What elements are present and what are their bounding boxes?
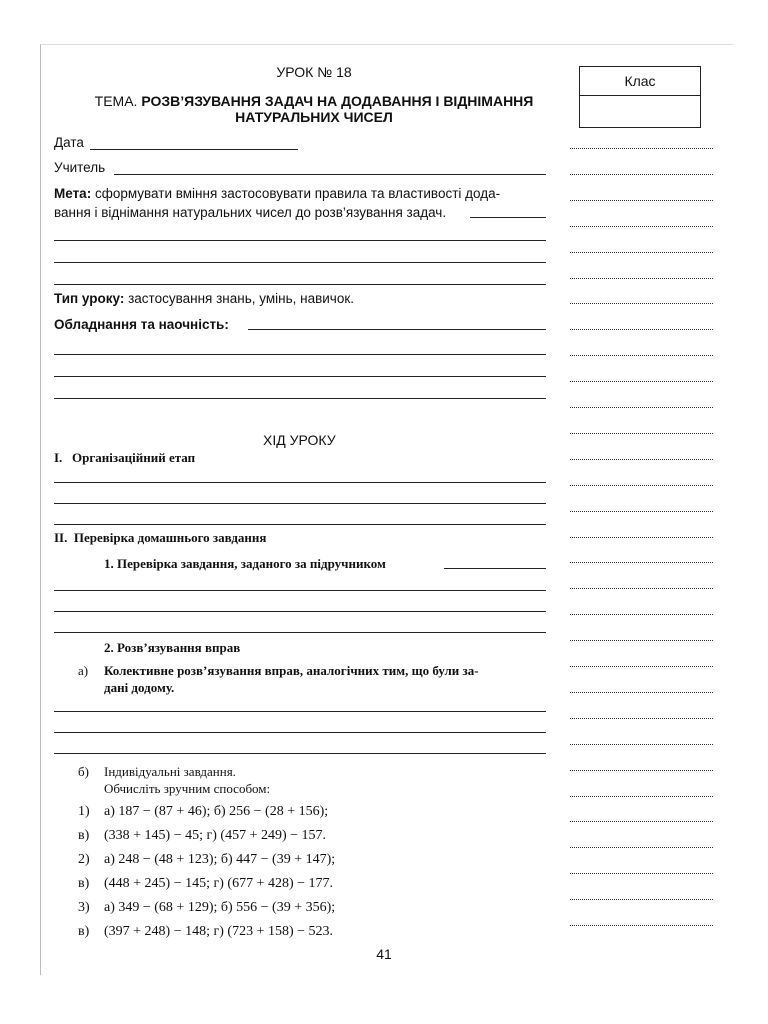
class-box-label: Клас (580, 67, 700, 96)
section-2-title: ІІ. Перевірка домашнього завдання (54, 530, 267, 545)
note-dotted-line[interactable] (570, 744, 713, 745)
teacher-label: Учитель (54, 160, 106, 175)
item-b-line2: Обчисліть зручним способом: (104, 781, 271, 796)
subsection-1-line[interactable] (54, 590, 546, 591)
exercise-expression: а) 349 − (68 + 129); б) 556 − (39 + 356); (104, 900, 336, 915)
exercise-expression: (397 + 248) − 148; г) (723 + 158) − 523. (104, 924, 334, 939)
exercise-marker: 2) (78, 852, 90, 867)
section-1-title: І. Організаційний етап (54, 450, 196, 465)
exercise-marker: 3) (78, 900, 90, 915)
exercise-expression: а) 248 − (48 + 123); б) 447 − (39 + 147); (104, 852, 336, 867)
note-dotted-line[interactable] (570, 847, 713, 848)
note-dotted-line[interactable] (570, 770, 713, 771)
exercise-marker: в) (78, 828, 90, 843)
note-dotted-line[interactable] (570, 174, 713, 175)
lesson-heading: ХІД УРОКУ (263, 432, 336, 448)
subsection-1-line[interactable] (54, 611, 546, 612)
goal-blank-line[interactable] (54, 262, 546, 263)
equipment-blank-line[interactable] (54, 354, 546, 355)
note-dotted-line[interactable] (570, 873, 713, 874)
note-dotted-line[interactable] (570, 433, 713, 434)
teacher-line[interactable] (114, 174, 546, 175)
note-dotted-line[interactable] (570, 692, 713, 693)
item-b-marker: б) (78, 764, 89, 779)
item-a-line[interactable] (54, 753, 546, 754)
date-label: Дата (54, 135, 84, 150)
exercise-expression: (448 + 245) − 145; г) (677 + 428) − 177. (104, 876, 334, 891)
note-dotted-line[interactable] (570, 148, 713, 149)
goal-line2: вання і віднімання натуральних чисел до розв’язування задач. (54, 205, 447, 220)
note-dotted-line[interactable] (570, 459, 713, 460)
note-dotted-line[interactable] (570, 640, 713, 641)
exercise-marker: в) (78, 876, 90, 891)
goal-line1: сформувати вміння застосовувати правила та властивості дода- (94, 186, 501, 201)
note-dotted-line[interactable] (570, 588, 713, 589)
type-value: застосування знань, умінь, навичок. (128, 291, 354, 306)
theme-prefix: ТЕМА. (94, 93, 138, 109)
note-dotted-line[interactable] (570, 562, 713, 563)
exercise-expression: (338 + 145) − 45; г) (457 + 249) − 157. (104, 828, 327, 843)
equipment-line[interactable] (248, 329, 546, 330)
note-dotted-line[interactable] (570, 381, 713, 382)
note-dotted-line[interactable] (570, 718, 713, 719)
note-dotted-line[interactable] (570, 485, 713, 486)
note-dotted-line[interactable] (570, 407, 713, 408)
note-dotted-line[interactable] (570, 899, 713, 900)
note-dotted-line[interactable] (570, 925, 713, 926)
exercise-marker: 1) (78, 804, 90, 819)
lesson-type (54, 291, 354, 306)
note-dotted-line[interactable] (570, 329, 713, 330)
exercise-marker: в) (78, 924, 90, 939)
equipment-label: Обладнання та наочність: (54, 317, 229, 332)
subsection-1-title: 1. Перевірка завдання, заданого за підручником (104, 556, 386, 571)
item-a-line2: дані додому. (104, 680, 175, 695)
item-a-line[interactable] (54, 711, 546, 712)
theme-line1: РОЗВ’ЯЗУВАННЯ ЗАДАЧ НА ДОДАВАННЯ І ВІДНІМАННЯ (141, 93, 534, 109)
page-number: 41 (376, 946, 392, 962)
item-a-line[interactable] (54, 732, 546, 733)
note-dotted-line[interactable] (570, 200, 713, 201)
exercise-expression: а) 187 − (87 + 46); б) 256 − (28 + 156); (104, 804, 329, 819)
date-line[interactable] (90, 149, 298, 150)
equipment-blank-line[interactable] (54, 398, 546, 399)
goal-blank-line[interactable] (54, 240, 546, 241)
equipment-blank-line[interactable] (54, 376, 546, 377)
goal-text-line1 (54, 186, 500, 201)
note-dotted-line[interactable] (570, 666, 713, 667)
subsection-1-line[interactable] (54, 632, 546, 633)
goal-blank-line[interactable] (54, 284, 546, 285)
type-label: Тип уроку: (54, 291, 125, 306)
item-b-line1: Індивідуальні завдання. (104, 764, 236, 779)
subsection-1-line-fill[interactable] (444, 568, 546, 569)
section-1-line[interactable] (54, 503, 546, 504)
item-a-marker: а) (78, 663, 89, 678)
theme-line2: НАТУРАЛЬНИХ ЧИСЕЛ (235, 109, 393, 125)
section-1-line[interactable] (54, 524, 546, 525)
note-dotted-line[interactable] (570, 303, 713, 304)
note-dotted-line[interactable] (570, 252, 713, 253)
note-dotted-line[interactable] (570, 537, 713, 538)
note-dotted-line[interactable] (570, 278, 713, 279)
lesson-number: УРОК № 18 (276, 64, 352, 80)
note-dotted-line[interactable] (570, 511, 713, 512)
subsection-2-title: 2. Розв’язування вправ (104, 640, 241, 655)
item-a-line1: Колективне розв’язування вправ, аналогічних тим, що були за- (104, 663, 479, 678)
note-dotted-line[interactable] (570, 614, 713, 615)
goal-label: Мета: (54, 186, 92, 201)
note-dotted-line[interactable] (570, 796, 713, 797)
note-dotted-line[interactable] (570, 226, 713, 227)
note-dotted-line[interactable] (570, 821, 713, 822)
section-1-line[interactable] (54, 482, 546, 483)
note-dotted-line[interactable] (570, 355, 713, 356)
lesson-theme (40, 93, 588, 125)
goal-line-fill[interactable] (470, 217, 546, 218)
